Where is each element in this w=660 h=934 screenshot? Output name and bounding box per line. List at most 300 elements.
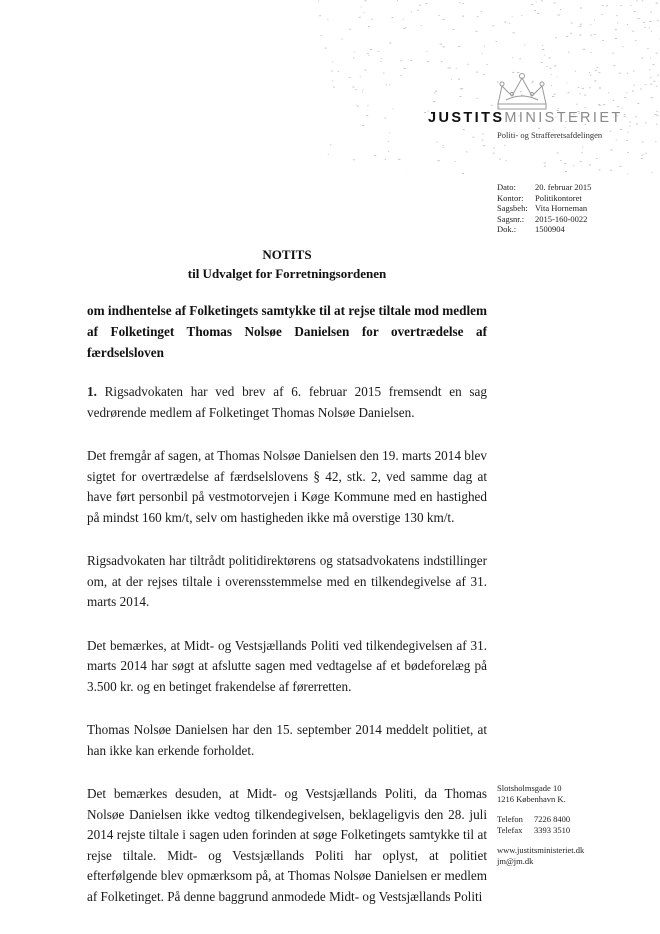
texture-speck: [642, 155, 644, 156]
texture-speck: [578, 87, 579, 88]
texture-speck: [645, 84, 646, 85]
texture-speck: [656, 3, 658, 4]
texture-speck: [330, 145, 332, 146]
texture-speck: [353, 58, 354, 59]
texture-speck: [504, 22, 506, 23]
texture-speck: [644, 154, 645, 155]
texture-speck: [623, 46, 624, 47]
texture-speck: [440, 44, 442, 45]
texture-speck: [594, 34, 596, 35]
texture-speck: [453, 29, 455, 30]
texture-speck: [656, 86, 657, 87]
texture-speck: [332, 80, 333, 81]
texture-speck: [650, 12, 652, 13]
texture-speck: [544, 163, 546, 164]
texture-speck: [421, 25, 422, 26]
texture-speck: [403, 28, 405, 29]
ministry-logo: [428, 110, 623, 126]
paragraph-4: Det bemærkes, at Midt- og Vestsjællands Politi ved tilkendegivelsen af 31. marts 2014 har søgt at afslutte sagen med vedtagelse af et bødeforelæg på 3.500 kr. og en betinget frakendelse af førerretten.: [87, 637, 487, 694]
texture-speck: [626, 92, 627, 93]
texture-speck: [599, 105, 601, 106]
texture-speck: [640, 89, 642, 90]
texture-speck: [434, 102, 435, 103]
texture-speck: [610, 150, 612, 151]
texture-speck: [590, 24, 591, 25]
texture-speck: [367, 53, 369, 54]
texture-speck: [555, 37, 557, 38]
texture-speck: [521, 15, 522, 16]
texture-speck: [560, 160, 562, 161]
texture-speck: [546, 66, 547, 67]
logo-light-text: MINISTERIET: [504, 110, 623, 126]
texture-speck: [617, 106, 619, 107]
texture-speck: [477, 16, 479, 17]
texture-speck: [627, 174, 628, 175]
texture-speck: [538, 128, 540, 129]
texture-speck: [370, 49, 372, 50]
texture-speck: [558, 15, 560, 16]
texture-speck: [455, 161, 456, 162]
texture-speck: [338, 71, 339, 72]
texture-speck: [550, 68, 552, 69]
texture-speck: [385, 159, 386, 160]
texture-speck: [585, 107, 587, 108]
texture-speck: [603, 104, 605, 105]
texture-speck: [366, 115, 368, 116]
texture-speck: [475, 31, 477, 32]
texture-speck: [596, 158, 598, 159]
texture-speck: [427, 61, 429, 62]
paragraph-2: Det fremgår af sagen, at Thomas Nolsøe Danielsen den 19. marts 2014 blev sigtet for overtrædelse af færdselslovens § 42, stk. 2, ved samme dag at have ført personbil på vestmotorvejen i Køge Kommune med en hastighed på mindst 160 km/t, selv om hastigheden ikke må overstige 130 km/t.: [87, 448, 487, 525]
texture-speck: [362, 125, 364, 126]
texture-speck: [557, 153, 559, 154]
texture-speck: [434, 93, 436, 94]
texture-speck: [554, 3, 555, 4]
texture-speck: [634, 11, 636, 12]
texture-speck: [620, 129, 622, 130]
texture-speck: [606, 6, 608, 7]
texture-speck: [576, 104, 577, 105]
texture-speck: [541, 62, 543, 63]
texture-speck: [419, 5, 421, 6]
texture-speck: [649, 27, 650, 28]
ministry-contact-info: [497, 783, 584, 866]
texture-speck: [626, 140, 628, 141]
texture-speck: [599, 88, 601, 89]
texture-speck: [493, 153, 495, 154]
texture-speck: [617, 23, 618, 24]
texture-speck: [426, 51, 427, 52]
texture-speck: [651, 97, 653, 98]
texture-speck: [633, 71, 635, 72]
texture-speck: [615, 38, 617, 39]
texture-speck: [554, 94, 556, 95]
texture-speck: [417, 10, 419, 11]
document-title: [80, 245, 494, 283]
texture-speck: [560, 9, 562, 10]
document-body: [87, 382, 487, 930]
texture-speck: [554, 66, 556, 67]
texture-speck: [641, 58, 643, 59]
address-city: 1216 København K.: [497, 793, 566, 804]
texture-speck: [582, 147, 583, 148]
document-metadata: [497, 182, 591, 235]
texture-speck: [580, 8, 582, 9]
texture-speck: [380, 61, 381, 62]
texture-speck: [594, 19, 595, 20]
texture-speck: [542, 45, 543, 46]
texture-speck: [436, 142, 437, 143]
texture-speck: [580, 24, 582, 25]
texture-speck: [579, 26, 581, 27]
document-subject: om indhentelse af Folketingets samtykke til at rejse tiltale mod medlem af Folketinget Thomas Nolsøe Danielsen for overtrædelse af færdselsloven: [87, 303, 487, 360]
texture-speck: [462, 88, 464, 89]
texture-speck: [544, 55, 545, 56]
letterhead-texture: [300, 0, 660, 175]
paragraph-3: Rigsadvokaten har tiltrådt politidirektørens og statsadvokatens indstillinger om, at der rejses tiltale i overensstemmelse med en tilkendegivelse af 31. marts 2014.: [87, 553, 487, 609]
texture-speck: [589, 87, 591, 88]
texture-speck: [579, 93, 580, 94]
texture-speck: [367, 105, 368, 106]
texture-speck: [364, 12, 365, 13]
texture-speck: [398, 159, 400, 160]
texture-speck: [435, 91, 437, 92]
texture-speck: [513, 33, 515, 34]
texture-speck: [566, 83, 567, 84]
texture-speck: [657, 115, 659, 116]
texture-speck: [356, 105, 357, 106]
texture-speck: [649, 69, 651, 70]
texture-speck: [616, 15, 618, 16]
texture-speck: [610, 131, 612, 132]
texture-speck: [365, 0, 367, 1]
texture-speck: [579, 35, 581, 36]
texture-speck: [512, 57, 513, 58]
texture-speck: [405, 27, 406, 28]
texture-speck: [642, 142, 644, 143]
texture-speck: [619, 166, 621, 167]
texture-speck: [613, 100, 614, 101]
texture-speck: [610, 170, 612, 171]
texture-speck: [463, 16, 464, 17]
texture-speck: [645, 123, 647, 124]
texture-speck: [483, 74, 485, 75]
texture-speck: [493, 148, 495, 149]
texture-speck: [438, 160, 440, 161]
texture-speck: [594, 81, 596, 82]
texture-speck: [583, 49, 585, 50]
texture-speck: [598, 104, 600, 105]
texture-speck: [582, 152, 583, 153]
texture-speck: [378, 51, 379, 52]
texture-speck: [557, 76, 558, 77]
texture-speck: [397, 0, 398, 1]
texture-speck: [481, 11, 483, 12]
texture-speck: [650, 84, 652, 85]
texture-speck: [368, 55, 369, 56]
texture-speck: [403, 19, 404, 20]
texture-speck: [442, 47, 444, 48]
texture-speck: [641, 158, 643, 159]
texture-speck: [371, 19, 373, 20]
texture-speck: [504, 145, 505, 146]
texture-speck: [568, 92, 570, 93]
texture-speck: [602, 5, 604, 6]
texture-speck: [549, 58, 551, 59]
texture-speck: [462, 173, 464, 174]
texture-speck: [657, 75, 659, 76]
texture-speck: [487, 64, 488, 65]
texture-speck: [385, 118, 387, 119]
texture-speck: [341, 39, 342, 40]
texture-speck: [627, 24, 628, 25]
texture-speck: [536, 1, 537, 2]
texture-speck: [460, 89, 462, 90]
texture-speck: [466, 152, 468, 153]
texture-speck: [568, 52, 570, 53]
texture-speck: [564, 163, 566, 164]
texture-speck: [484, 46, 485, 47]
texture-speck: [643, 22, 645, 23]
texture-speck: [463, 129, 465, 130]
texture-speck: [319, 15, 321, 16]
texture-speck: [327, 19, 328, 20]
texture-speck: [629, 126, 630, 127]
texture-speck: [624, 116, 626, 117]
texture-speck: [657, 20, 659, 21]
texture-speck: [332, 62, 333, 63]
texture-speck: [383, 73, 385, 74]
texture-speck: [595, 70, 597, 71]
texture-speck: [591, 140, 593, 141]
texture-speck: [390, 42, 391, 43]
logo-bold-text: JUSTITS: [428, 110, 505, 126]
texture-speck: [616, 140, 617, 141]
texture-speck: [582, 88, 584, 89]
texture-speck: [620, 5, 622, 6]
texture-speck: [650, 77, 651, 78]
texture-speck: [652, 64, 654, 65]
paragraph-5: Thomas Nolsøe Danielsen har den 15. september 2014 meddelt politiet, at han ikke kan erkende forholdet.: [87, 722, 487, 758]
texture-speck: [354, 52, 355, 53]
texture-speck: [349, 77, 351, 78]
texture-speck: [349, 29, 351, 30]
texture-speck: [458, 46, 460, 47]
texture-speck: [590, 35, 592, 36]
paragraph-6: Det bemærkes desuden, at Midt- og Vestsjællands Politi, da Thomas Nolsøe Danielsen ikke vedtog tilkendegivelsen, beklageligvis den 28. juli 2014 rejste tiltale i sagen uden forinden at søge Folketingets samtykke til at rejse tiltale. Midt- og Vestsjællands Politi har oplyst, at politiet efterfølgende blev opmærksom på, at Thomas Nolsøe Danielsen er medlem af Folketinget. På denne baggrund anmodede Midt- og Vestsjællands Politi: [87, 786, 487, 904]
texture-speck: [477, 98, 478, 99]
texture-speck: [467, 64, 469, 65]
texture-speck: [359, 17, 361, 18]
texture-speck: [392, 17, 394, 18]
texture-speck: [355, 89, 356, 90]
texture-speck: [544, 166, 546, 167]
texture-speck: [388, 151, 389, 152]
texture-speck: [353, 87, 354, 88]
texture-speck: [451, 79, 452, 80]
texture-speck: [627, 73, 629, 74]
texture-speck: [541, 1, 543, 2]
texture-speck: [565, 127, 566, 128]
texture-speck: [505, 160, 506, 161]
texture-speck: [573, 165, 574, 166]
texture-speck: [443, 147, 444, 148]
texture-speck: [438, 15, 439, 16]
texture-speck: [656, 124, 657, 125]
department-name: Politi- og Strafferetsafdelingen: [497, 130, 603, 140]
meta-row-date: Dato: 20. februar 2015: [497, 182, 592, 192]
texture-speck: [400, 75, 402, 76]
texture-speck: [537, 13, 539, 14]
texture-speck: [652, 172, 653, 173]
texture-speck: [624, 97, 626, 98]
texture-speck: [655, 114, 657, 115]
texture-speck: [441, 61, 443, 62]
texture-speck: [362, 91, 363, 92]
fax-row: Telefax 3393 3510: [497, 824, 571, 835]
title-line-notits: NOTITS: [262, 247, 312, 262]
texture-speck: [458, 79, 460, 80]
texture-speck: [656, 53, 658, 54]
texture-speck: [389, 132, 390, 133]
address-street: Slotsholmsgade 10: [497, 783, 562, 793]
texture-speck: [632, 91, 634, 92]
texture-speck: [388, 141, 389, 142]
meta-row-case-number: Sagsnr.: 2015-160-0022: [497, 213, 588, 224]
texture-speck: [602, 40, 604, 41]
phone-row: Telefon 7226 8400: [497, 814, 571, 824]
texture-speck: [476, 72, 478, 73]
texture-speck: [519, 58, 521, 59]
texture-speck: [333, 87, 335, 88]
texture-speck: [404, 68, 406, 69]
texture-speck: [411, 12, 412, 13]
texture-speck: [542, 49, 544, 50]
texture-speck: [636, 124, 638, 125]
texture-speck: [463, 3, 465, 4]
texture-speck: [473, 137, 475, 138]
texture-speck: [649, 21, 651, 22]
texture-speck: [602, 14, 603, 15]
texture-speck: [386, 84, 387, 85]
texture-speck: [612, 53, 614, 54]
texture-speck: [630, 5, 631, 6]
texture-speck: [627, 152, 629, 153]
meta-row-document: Dok.: 1500904: [497, 224, 565, 234]
texture-speck: [535, 10, 537, 11]
texture-speck: [456, 68, 457, 69]
texture-speck: [509, 23, 510, 24]
meta-row-office: Kontor: Politikontoret: [497, 192, 582, 203]
texture-speck: [584, 95, 586, 96]
texture-speck: [636, 0, 637, 1]
texture-speck: [655, 141, 656, 142]
texture-speck: [571, 23, 573, 24]
texture-speck: [615, 29, 617, 30]
texture-speck: [460, 96, 462, 97]
texture-speck: [632, 31, 634, 32]
texture-speck: [449, 68, 451, 69]
texture-speck: [496, 41, 497, 42]
meta-row-handler: Sagsbeh: Vita Horneman: [497, 203, 588, 213]
texture-speck: [374, 155, 376, 156]
texture-speck: [400, 60, 402, 61]
texture-speck: [647, 48, 648, 49]
email-link[interactable]: jm@jm.dk: [497, 855, 534, 866]
texture-speck: [328, 154, 329, 155]
texture-speck: [424, 112, 426, 113]
paragraph-1: 1. Rigsadvokaten har ved brev af 6. februar 2015 fremsendt en sag vedrørende medlem af Folketinget Thomas Nolsøe Danielsen.: [87, 384, 487, 420]
texture-speck: [624, 114, 626, 115]
texture-speck: [482, 53, 483, 54]
texture-speck: [483, 145, 485, 146]
texture-speck: [381, 58, 382, 59]
texture-speck: [365, 70, 367, 71]
texture-speck: [619, 73, 621, 74]
texture-speck: [353, 159, 355, 160]
texture-speck: [389, 85, 390, 86]
texture-speck: [590, 75, 592, 76]
crown-emblem-icon: [492, 70, 552, 112]
texture-speck: [499, 159, 501, 160]
texture-speck: [633, 85, 635, 86]
texture-speck: [608, 92, 609, 93]
texture-speck: [645, 27, 646, 28]
texture-speck: [650, 58, 651, 59]
texture-speck: [570, 33, 572, 34]
texture-speck: [599, 72, 601, 73]
texture-speck: [629, 122, 631, 123]
texture-speck: [622, 108, 623, 109]
texture-speck: [552, 96, 554, 97]
texture-speck: [645, 153, 647, 154]
texture-speck: [613, 65, 615, 66]
texture-speck: [512, 17, 513, 18]
texture-speck: [331, 71, 333, 72]
texture-speck: [575, 71, 576, 72]
texture-speck: [524, 45, 525, 46]
texture-speck: [493, 25, 495, 26]
texture-speck: [482, 134, 483, 135]
texture-speck: [442, 145, 443, 146]
texture-speck: [642, 0, 643, 1]
texture-speck: [531, 4, 533, 5]
texture-speck: [590, 52, 591, 53]
title-line-recipient: til Udvalget for Forretningsordenen: [187, 266, 387, 281]
texture-speck: [637, 103, 639, 104]
texture-speck: [459, 2, 461, 3]
texture-speck: [357, 106, 359, 107]
texture-speck: [565, 171, 567, 172]
texture-speck: [321, 35, 322, 36]
texture-speck: [599, 170, 601, 171]
texture-speck: [482, 140, 484, 141]
texture-speck: [636, 116, 638, 117]
texture-speck: [425, 3, 427, 4]
texture-speck: [368, 26, 370, 27]
texture-speck: [442, 19, 444, 20]
website-link[interactable]: www.justitsministeriet.dk: [497, 845, 585, 855]
texture-speck: [627, 132, 628, 133]
texture-speck: [589, 72, 590, 73]
texture-speck: [597, 67, 599, 68]
texture-speck: [651, 31, 652, 32]
texture-speck: [558, 108, 559, 109]
texture-speck: [589, 165, 591, 166]
texture-speck: [637, 18, 639, 19]
texture-speck: [566, 36, 568, 37]
texture-speck: [318, 1, 319, 2]
